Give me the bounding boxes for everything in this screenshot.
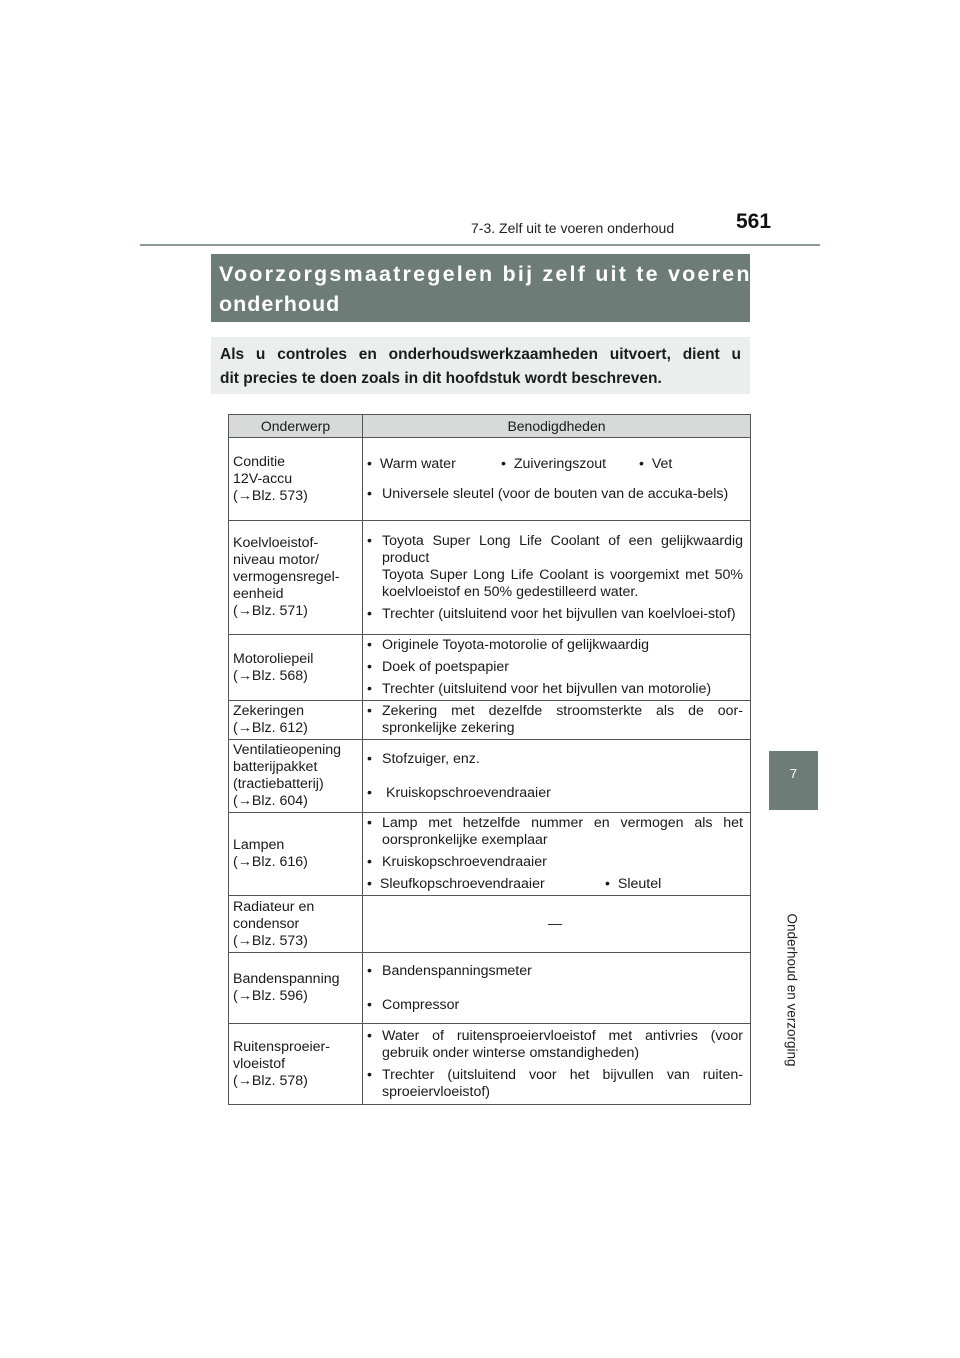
list-item: • Sleufkopschroevendraaier	[367, 876, 545, 892]
table-row	[229, 813, 751, 896]
row-subject	[229, 813, 363, 896]
header-subject: Onderwerp	[229, 415, 363, 438]
intro-box	[211, 337, 750, 394]
row-tools-empty: —	[363, 896, 751, 953]
list-item: • Universele sleutel (voor de bouten van de accuka-bels)	[367, 485, 729, 502]
list-item: • Warm water	[367, 455, 456, 472]
chapter-title: Onderhoud en verzorging	[784, 913, 800, 1067]
list-item: • Trechter (uitsluitend voor het bijvullen van motorolie)	[367, 681, 712, 697]
subject-line: Bandenspanning	[233, 971, 340, 987]
list-item: • Stofzuiger, enz.	[367, 750, 480, 767]
subject-line: condensor	[233, 915, 300, 932]
table-row	[229, 521, 751, 635]
subject-line: (→Blz. 616)	[233, 854, 308, 870]
header-divider	[140, 244, 820, 246]
tool-inline-list	[367, 456, 743, 473]
table-row	[229, 701, 751, 740]
row-subject	[229, 521, 363, 635]
subject-line: (→Blz. 571)	[233, 603, 308, 619]
subject-line: Conditie	[233, 453, 286, 470]
list-item: • Trechter (uitsluitend voor het bijvullen van ruiten-sproeiervloeistof)	[367, 1066, 743, 1100]
subject-line: Radiateur en	[233, 898, 315, 915]
page-title-line-2: onderhoud	[219, 292, 341, 316]
list-item: • Toyota Super Long Life Coolant of een gelijkwaardig product Toyota Super Long Life Coolant is voorgemixt met 50% koelvloeistof en 50% gedestilleerd water.	[367, 532, 743, 600]
subject-line: niveau motor/	[233, 552, 319, 568]
subject-line: eenheid	[233, 586, 284, 602]
row-tools	[363, 953, 751, 1024]
list-item: • Zuiveringszout	[501, 455, 607, 472]
subject-line: Ventilatieopening	[233, 742, 342, 758]
list-item: • Doek of poetspapier	[367, 659, 509, 675]
row-subject	[229, 740, 363, 813]
list-item: • Water of ruitensproeiervloeistof met antivries (voor gebruik onder winterse omstandigheden)	[367, 1027, 743, 1061]
maintenance-table	[228, 414, 751, 1105]
subject-line: (→Blz. 573)	[233, 487, 308, 504]
list-item: • Sleutel	[605, 876, 662, 892]
subject-line: Lampen	[233, 837, 285, 853]
table-row	[229, 635, 751, 701]
subject-line: vloeistof	[233, 1055, 286, 1072]
list-item: • Kruiskopschroevendraaier	[367, 854, 547, 870]
subject-line: vermogensregel-	[233, 569, 340, 585]
row-subject	[229, 953, 363, 1024]
page-number: 561	[736, 210, 772, 233]
list-item: • Originele Toyota-motorolie of gelijkwaardig	[367, 637, 650, 653]
subject-line: Koelvloeistof-	[233, 535, 319, 551]
page-title-line-1: Voorzorgsmaatregelen bij zelf uit te voeren	[219, 262, 752, 286]
subject-line: Ruitensproeier-	[233, 1038, 330, 1055]
row-tools	[363, 701, 751, 740]
subject-line: 12V-accu	[233, 470, 293, 487]
row-tools	[363, 813, 751, 896]
subject-line: (→Blz. 604)	[233, 793, 308, 809]
row-subject	[229, 635, 363, 701]
page-title-box	[211, 254, 750, 322]
table-header-row	[229, 415, 751, 438]
row-tools	[363, 521, 751, 635]
row-subject	[229, 896, 363, 953]
row-tools	[363, 740, 751, 813]
subject-line: (→Blz. 578)	[233, 1072, 308, 1089]
row-tools	[363, 635, 751, 701]
row-tools	[363, 1024, 751, 1105]
subject-line: Zekeringen	[233, 703, 304, 719]
list-item: • Vet	[639, 455, 673, 472]
table-row	[229, 1024, 751, 1105]
row-subject	[229, 701, 363, 740]
table-row	[229, 953, 751, 1024]
intro-line-1: Als u controles en onderhoudswerkzaamheden uitvoert, dient u	[220, 346, 741, 363]
list-item: • Zekering met dezelfde stroomsterkte als de oor-spronkelijke zekering	[367, 703, 743, 736]
section-heading: 7-3. Zelf uit te voeren onderhoud	[471, 220, 675, 236]
table-row	[229, 896, 751, 953]
table-row	[229, 740, 751, 813]
chapter-number: 7	[789, 766, 798, 781]
subject-line: (→Blz. 596)	[233, 988, 308, 1004]
row-tools	[363, 438, 751, 521]
intro-line-2: dit precies te doen zoals in dit hoofdstuk wordt beschreven.	[220, 370, 662, 387]
item-note: Toyota Super Long Life Coolant is voorgemixt met 50% koelvloeistof en 50% gedestilleerd water.	[382, 566, 743, 600]
list-item: • Compressor	[367, 996, 460, 1013]
subject-line: (tractiebatterij)	[233, 776, 324, 792]
list-item: • Lamp met hetzelfde nummer en vermogen als het oorspronkelijke exemplaar	[367, 815, 743, 848]
list-item: • Bandenspanningsmeter	[367, 962, 532, 979]
subject-line: batterijpakket	[233, 759, 318, 775]
table-row	[229, 438, 751, 521]
subject-line: Motoroliepeil	[233, 650, 314, 667]
list-item: • Trechter (uitsluitend voor het bijvullen van koelvloei-stof)	[367, 605, 736, 622]
subject-line: (→Blz. 568)	[233, 667, 308, 684]
header-tools: Benodigdheden	[363, 415, 751, 438]
subject-line: (→Blz. 612)	[233, 720, 308, 736]
tool-inline-list	[367, 876, 743, 893]
row-subject	[229, 438, 363, 521]
subject-line: (→Blz. 573)	[233, 932, 308, 949]
row-subject	[229, 1024, 363, 1105]
list-item: • Kruiskopschroevendraaier	[367, 784, 551, 801]
